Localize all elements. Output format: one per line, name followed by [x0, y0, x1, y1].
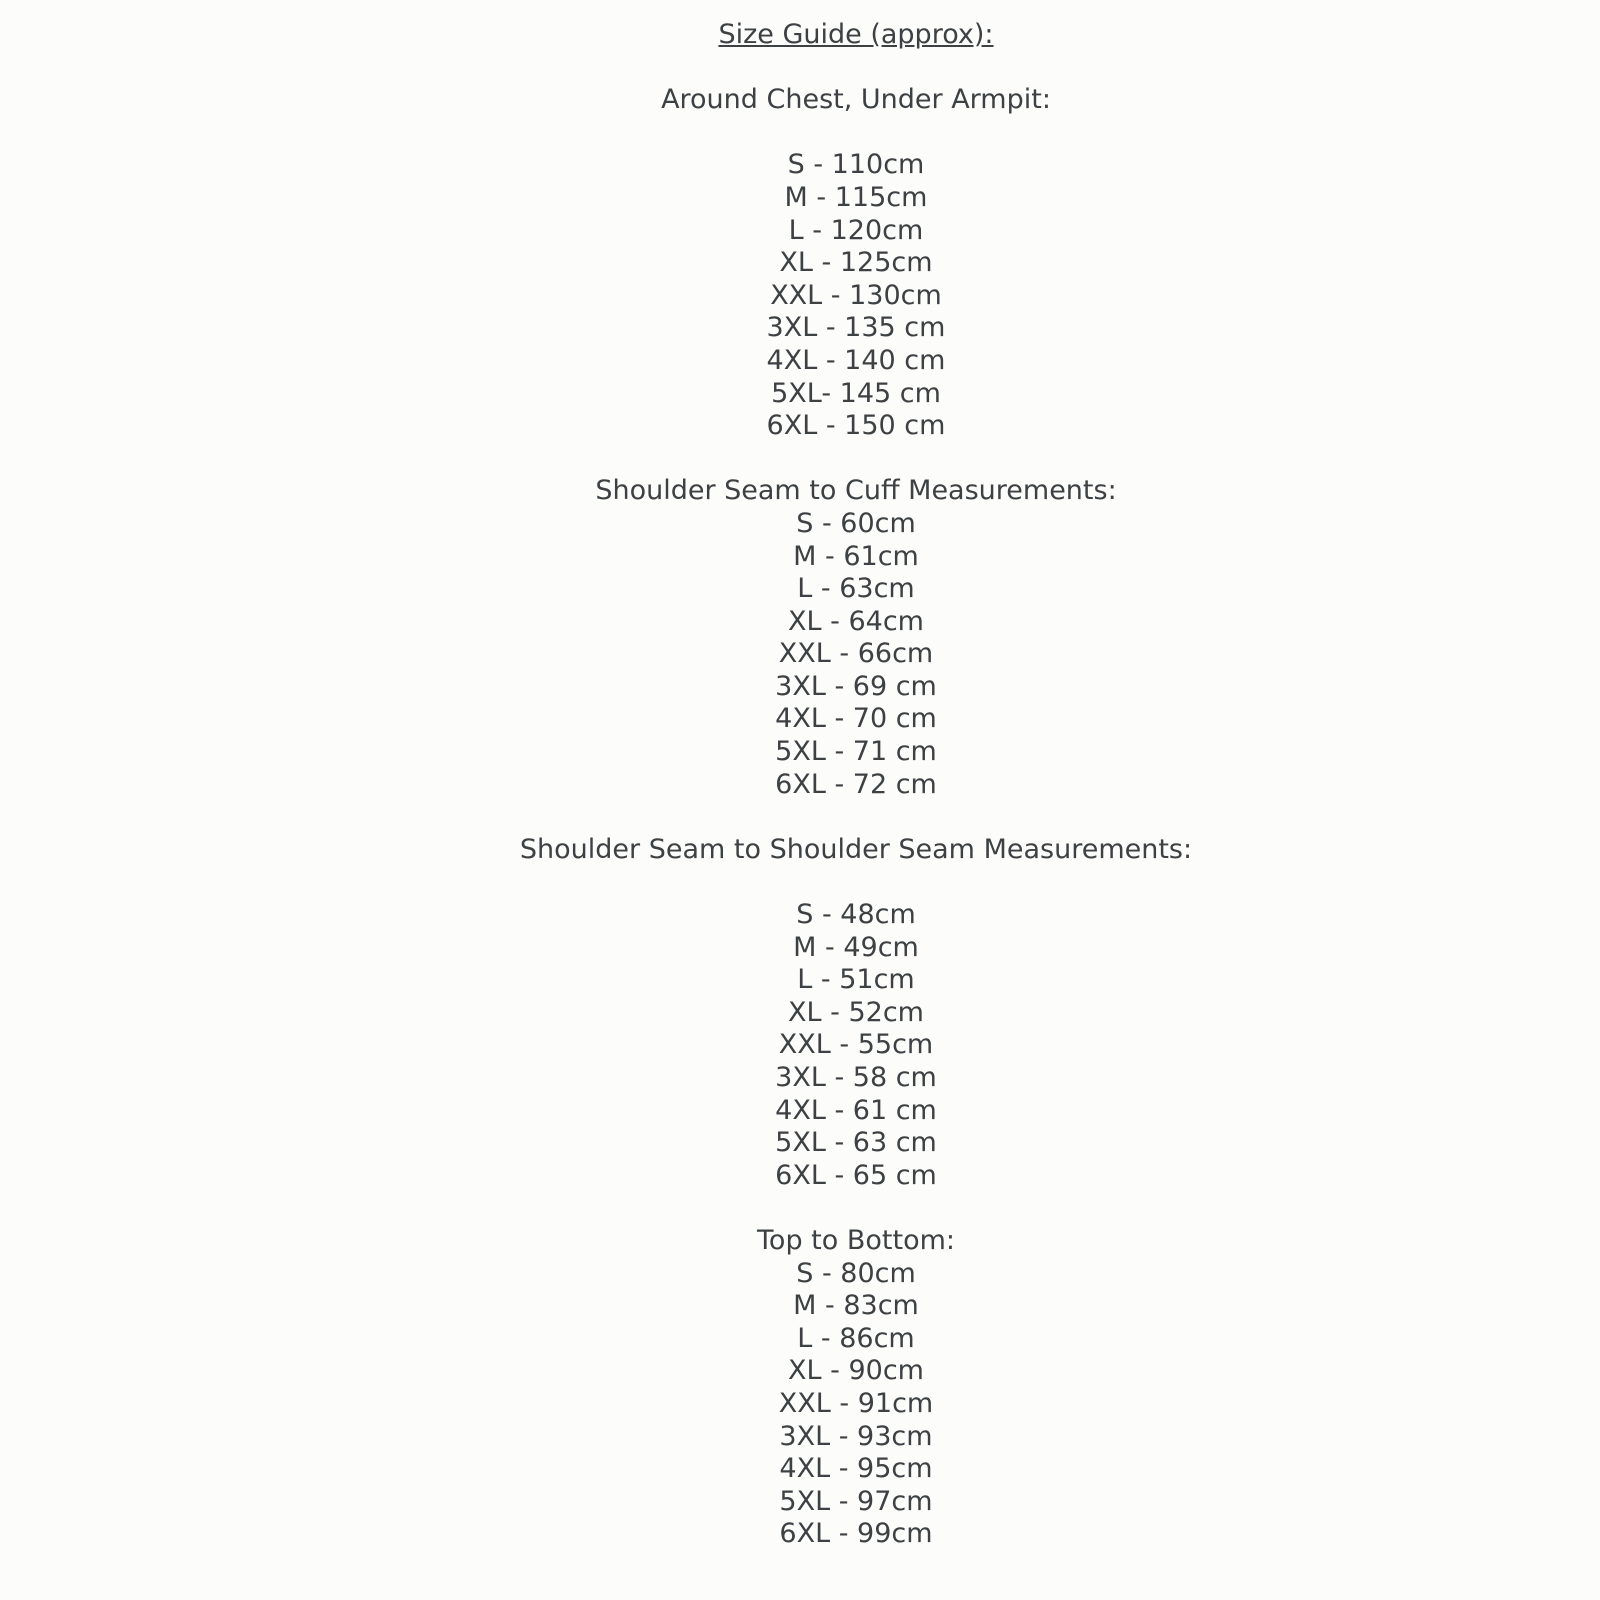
- size-item: XL - 90cm: [788, 1355, 924, 1387]
- size-item: 6XL - 150 cm: [766, 410, 946, 442]
- size-item: 5XL- 145 cm: [771, 377, 941, 409]
- size-item: XXL - 66cm: [778, 638, 934, 670]
- size-list: [112, 508, 1600, 801]
- document-title: Size Guide (approx):: [718, 19, 994, 50]
- size-item: 6XL - 65 cm: [775, 1159, 937, 1191]
- size-item: 3XL - 58 cm: [775, 1062, 937, 1093]
- size-item: M - 61cm: [793, 540, 919, 572]
- section-heading: Shoulder Seam to Shoulder Seam Measurements:: [519, 833, 1193, 865]
- size-item: 5XL - 63 cm: [775, 1127, 937, 1159]
- size-item: S - 80cm: [796, 1257, 916, 1289]
- size-item: XL - 64cm: [788, 605, 924, 637]
- size-item: M - 115cm: [784, 181, 928, 213]
- size-item: 4XL - 140 cm: [766, 344, 946, 376]
- size-item: 5XL - 71 cm: [775, 736, 937, 768]
- line-spacer: [112, 1192, 1600, 1225]
- size-list: [112, 899, 1600, 1192]
- size-item: XL - 52cm: [788, 996, 924, 1028]
- size-item: 3XL - 135 cm: [766, 312, 946, 344]
- size-item: 6XL - 99cm: [779, 1518, 933, 1550]
- section-heading: Shoulder Seam to Cuff Measurements:: [595, 475, 1117, 507]
- line-spacer: [112, 52, 1600, 85]
- size-item: XL - 125cm: [779, 247, 933, 279]
- section-heading: Top to Bottom:: [757, 1224, 955, 1256]
- size-item: L - 51cm: [797, 964, 915, 996]
- size-item: S - 48cm: [796, 899, 916, 931]
- size-item: S - 60cm: [796, 507, 916, 539]
- size-item: L - 120cm: [788, 214, 924, 246]
- line-spacer: [112, 443, 1600, 476]
- size-item: S - 110cm: [787, 149, 925, 181]
- size-item: L - 86cm: [797, 1322, 915, 1354]
- size-item: 4XL - 70 cm: [775, 703, 937, 735]
- size-item: XXL - 130cm: [770, 279, 942, 311]
- line-spacer: [112, 866, 1600, 899]
- size-item: XXL - 55cm: [778, 1029, 934, 1061]
- size-guide-document: [112, 0, 1600, 1551]
- size-item: 3XL - 93cm: [779, 1420, 933, 1452]
- size-item: 6XL - 72 cm: [775, 768, 937, 800]
- section-heading: Around Chest, Under Armpit:: [661, 84, 1051, 116]
- sections: [112, 52, 1600, 1551]
- line-spacer: [112, 117, 1600, 150]
- size-list: [112, 149, 1600, 442]
- line-spacer: [112, 801, 1600, 834]
- size-item: M - 49cm: [793, 931, 919, 963]
- size-item: L - 63cm: [797, 573, 915, 605]
- size-item: 4XL - 95cm: [779, 1453, 933, 1485]
- size-item: 4XL - 61 cm: [775, 1094, 937, 1126]
- size-item: M - 83cm: [793, 1290, 919, 1322]
- size-item: 5XL - 97cm: [779, 1485, 933, 1517]
- size-item: 3XL - 69 cm: [775, 670, 937, 702]
- size-list: [112, 1258, 1600, 1551]
- size-item: XXL - 91cm: [778, 1387, 934, 1419]
